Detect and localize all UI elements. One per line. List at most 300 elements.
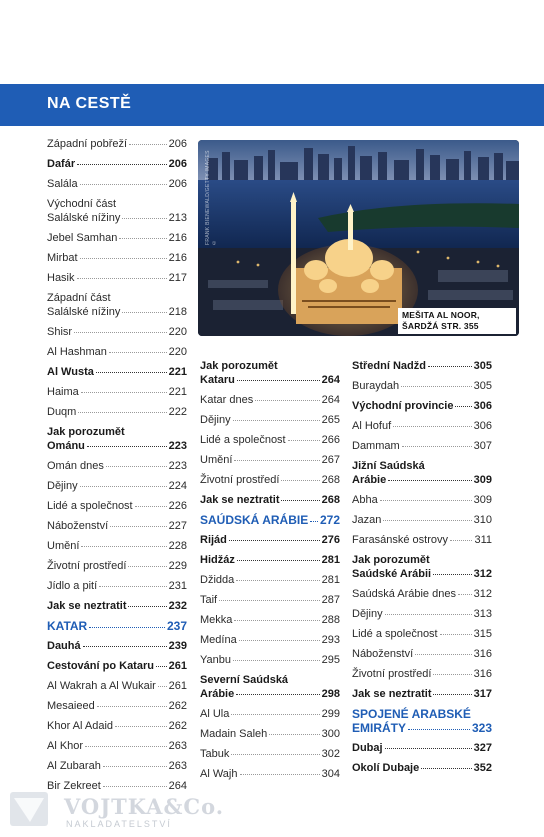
- toc-leader-dots: [80, 486, 167, 487]
- toc-entry-label: Východní část: [47, 198, 117, 210]
- toc-entry-label: Okolí Dubaje: [352, 762, 420, 774]
- toc-entry-label: Saúdské Arábii: [352, 568, 432, 580]
- toc-section-heading: [352, 707, 492, 735]
- toc-page-number: 264: [321, 374, 340, 386]
- toc-leader-dots: [233, 660, 320, 661]
- toc-leader-dots: [433, 674, 471, 675]
- toc-entry-row: [47, 305, 187, 319]
- toc-leader-dots: [128, 606, 166, 607]
- toc-leader-dots: [135, 506, 167, 507]
- toc-entry: [47, 345, 187, 359]
- toc-entry: [352, 667, 492, 681]
- toc-entry-label: Al Wusta: [47, 366, 94, 378]
- toc-entry-row: [47, 157, 187, 171]
- toc-page-number: 281: [321, 574, 340, 586]
- toc-entry: [352, 533, 492, 547]
- toc-page-number: 295: [321, 654, 340, 666]
- toc-column-2: [200, 359, 340, 787]
- toc-entry: [352, 607, 492, 621]
- toc-entry-label: Medína: [200, 634, 237, 646]
- toc-page-number: 206: [168, 178, 187, 190]
- toc-entry-row: [200, 593, 340, 607]
- toc-entry-row: [352, 567, 492, 581]
- toc-page-number: 206: [168, 138, 187, 150]
- publisher-watermark-name: VOJTKA&Co.: [64, 794, 225, 819]
- toc-leader-dots: [231, 754, 319, 755]
- toc-entry-row: [200, 413, 340, 427]
- toc-leader-dots: [229, 540, 320, 541]
- toc-entry-label: Al Wajh: [200, 768, 238, 780]
- toc-entry-label: SAÚDSKÁ ARÁBIE: [200, 513, 309, 527]
- toc-entry: [200, 767, 340, 781]
- toc-column-3: [352, 359, 492, 781]
- toc-leader-dots: [119, 238, 166, 239]
- toc-entry-row: [352, 587, 492, 601]
- toc-page-number: 276: [321, 534, 340, 546]
- toc-leader-dots: [234, 460, 319, 461]
- toc-entry-row: [47, 479, 187, 493]
- toc-entry: [200, 493, 340, 507]
- toc-page-number: 317: [473, 688, 492, 700]
- toc-entry-row: [47, 519, 187, 533]
- toc-entry-label: Náboženství: [47, 520, 109, 532]
- toc-entry-row: [47, 659, 187, 673]
- toc-entry: [47, 325, 187, 339]
- toc-entry-label: Dějiny: [47, 480, 78, 492]
- toc-page-number: 323: [471, 721, 492, 735]
- toc-entry-row: [352, 627, 492, 641]
- toc-entry-label: Farasánské ostrovy: [352, 534, 448, 546]
- toc-entry: [352, 687, 492, 701]
- toc-entry-label: Životní prostředí: [200, 474, 280, 486]
- toc-entry-label: Životní prostředí: [47, 560, 127, 572]
- toc-entry-row: [352, 359, 492, 373]
- toc-entry: [200, 413, 340, 427]
- toc-entry-label: Náboženství: [352, 648, 414, 660]
- toc-entry-label: Západní část: [47, 292, 111, 304]
- toc-page-number: 223: [168, 460, 187, 472]
- toc-entry: [200, 473, 340, 487]
- toc-page-number: 263: [168, 760, 187, 772]
- toc-entry: [200, 673, 340, 701]
- toc-entry-label: Jižní Saúdská: [352, 460, 425, 472]
- toc-entry: [352, 741, 492, 755]
- toc-page-number: 229: [168, 560, 187, 572]
- toc-entry-row: [352, 493, 492, 507]
- toc-page-number: 264: [321, 394, 340, 406]
- toc-entry-label: Al Khor: [47, 740, 84, 752]
- toc-page-number: 267: [321, 454, 340, 466]
- toc-entry: [200, 359, 340, 387]
- toc-entry-label: Mesaieed: [47, 700, 95, 712]
- toc-entry-label: Haima: [47, 386, 79, 398]
- toc-page-number: 302: [321, 748, 340, 760]
- toc-page-number: 312: [473, 568, 492, 580]
- toc-entry-row: [352, 687, 492, 701]
- toc-entry: [47, 499, 187, 513]
- toc-entry: [47, 291, 187, 319]
- toc-entry-label: Al Hofuf: [352, 420, 392, 432]
- toc-entry-row: [200, 533, 340, 547]
- toc-page-number: 304: [321, 768, 340, 780]
- toc-entry-label: Arábie: [352, 474, 387, 486]
- toc-entry: [47, 405, 187, 419]
- toc-entry: [47, 197, 187, 225]
- toc-leader-dots: [81, 392, 167, 393]
- toc-entry-label: Lidé a společnost: [47, 500, 133, 512]
- toc-leader-dots: [156, 666, 167, 667]
- toc-entry-row: [352, 667, 492, 681]
- toc-entry: [47, 739, 187, 753]
- toc-leader-dots: [219, 600, 320, 601]
- toc-entry-label: KATAR: [47, 619, 88, 633]
- toc-entry-label: Katar dnes: [200, 394, 254, 406]
- toc-leader-dots: [103, 786, 167, 787]
- toc-entry: [47, 137, 187, 151]
- toc-entry: [47, 559, 187, 573]
- toc-entry-label: Shisr: [47, 326, 73, 338]
- toc-leader-dots: [97, 706, 167, 707]
- toc-entry-label: Mekka: [200, 614, 233, 626]
- toc-page-number: 231: [168, 580, 187, 592]
- toc-entry: [47, 599, 187, 613]
- toc-entry-label: Al Wakrah a Al Wukair: [47, 680, 156, 692]
- toc-entry-row: [47, 699, 187, 713]
- toc-page-number: 309: [473, 474, 492, 486]
- toc-page-number: 306: [473, 400, 492, 412]
- toc-entry: [47, 177, 187, 191]
- toc-page-number: 305: [473, 360, 492, 372]
- toc-entry: [47, 659, 187, 673]
- toc-leader-dots: [87, 446, 167, 447]
- toc-page-number: 264: [168, 780, 187, 792]
- toc-entry-label: Al Ula: [200, 708, 230, 720]
- toc-page-number: 232: [168, 600, 187, 612]
- toc-entry-label: Jak porozumět: [47, 426, 125, 438]
- toc-entry: [200, 727, 340, 741]
- toc-entry-row: [47, 559, 187, 573]
- toc-leader-dots: [281, 480, 319, 481]
- toc-entry: [200, 453, 340, 467]
- toc-leader-dots: [433, 694, 471, 695]
- toc-entry-row: [47, 619, 187, 633]
- toc-leader-dots: [80, 258, 167, 259]
- toc-entry: [47, 479, 187, 493]
- toc-entry: [47, 231, 187, 245]
- toc-page-number: 352: [473, 762, 492, 774]
- toc-entry-row: [352, 761, 492, 775]
- toc-leader-dots: [128, 566, 166, 567]
- toc-page-number: 220: [168, 326, 187, 338]
- toc-entry: [352, 627, 492, 641]
- toc-entry-label: Lidé a společnost: [200, 434, 286, 446]
- toc-entry-label: SPOJENÉ ARABSKÉ: [352, 707, 471, 721]
- toc-entry-row: [200, 493, 340, 507]
- toc-entry-row: [47, 137, 187, 151]
- toc-entry-label: Východní provincie: [352, 400, 454, 412]
- toc-entry-label: Džidda: [200, 574, 235, 586]
- toc-entry-label: Madain Saleh: [200, 728, 268, 740]
- toc-leader-dots: [81, 546, 166, 547]
- photo-credit: FRANK BIENEWALD/GETTY IMAGES ©: [205, 150, 217, 245]
- toc-page-number: 281: [321, 554, 340, 566]
- toc-entry-row: [200, 573, 340, 587]
- toc-entry-label: Jak se neztratit: [200, 494, 280, 506]
- toc-entry-row: [200, 687, 340, 701]
- toc-leader-dots: [237, 560, 320, 561]
- toc-entry: [352, 553, 492, 581]
- toc-entry-label: Arábie: [200, 688, 235, 700]
- toc-entry-label: Západní pobřeží: [47, 138, 128, 150]
- toc-entry-label: Cestování po Kataru: [47, 660, 154, 672]
- toc-entry-label: Salálské nížiny: [47, 212, 121, 224]
- toc-page-number: 313: [473, 608, 492, 620]
- toc-entry-row: [47, 679, 187, 693]
- toc-entry: [47, 679, 187, 693]
- toc-page-number: 223: [168, 440, 187, 452]
- toc-leader-dots: [80, 184, 167, 185]
- toc-leader-dots: [89, 627, 165, 628]
- toc-page-number: 300: [321, 728, 340, 740]
- toc-entry: [352, 399, 492, 413]
- toc-entry-row: [200, 767, 340, 781]
- toc-page-number: 222: [168, 406, 187, 418]
- toc-entry: [47, 759, 187, 773]
- toc-entry: [352, 647, 492, 661]
- toc-entry-label: Dějiny: [200, 414, 231, 426]
- toc-entry: [200, 633, 340, 647]
- toc-entry: [47, 459, 187, 473]
- toc-entry-label: Al Hashman: [47, 346, 107, 358]
- toc-page-number: 216: [168, 252, 187, 264]
- toc-leader-dots: [310, 521, 318, 522]
- toc-page-number: 261: [168, 680, 187, 692]
- toc-entry-row: [47, 639, 187, 653]
- toc-page-number: 315: [473, 628, 492, 640]
- toc-entry: [47, 425, 187, 453]
- photo-caption: MEŠITA AL NOOR, ŠARDŽÁ STR. 355: [398, 308, 516, 334]
- toc-leader-dots: [110, 526, 166, 527]
- toc-entry: [352, 761, 492, 775]
- toc-entry-label: Jak se neztratit: [47, 600, 127, 612]
- section-header-band: [0, 84, 544, 126]
- toc-leader-dots: [393, 426, 472, 427]
- toc-entry-label: Jebel Samhan: [47, 232, 118, 244]
- toc-entry-row: [47, 211, 187, 225]
- toc-page-number: 263: [168, 740, 187, 752]
- toc-page-number: 268: [321, 494, 340, 506]
- toc-leader-dots: [237, 380, 320, 381]
- toc-page-number: 299: [321, 708, 340, 720]
- toc-leader-dots: [74, 332, 167, 333]
- toc-entry-row: [200, 653, 340, 667]
- toc-entry-row: [352, 473, 492, 487]
- toc-entry: [352, 359, 492, 373]
- toc-entry-label: Abha: [352, 494, 378, 506]
- toc-leader-dots: [106, 466, 167, 467]
- toc-leader-dots: [96, 372, 167, 373]
- toc-entry-row: [47, 759, 187, 773]
- toc-entry-label: Salálské nížiny: [47, 306, 121, 318]
- toc-page-number: 272: [319, 513, 340, 527]
- toc-entry-row: [352, 647, 492, 661]
- toc-entry-row: [200, 513, 340, 527]
- toc-leader-dots: [109, 352, 167, 353]
- toc-entry-label: Kataru: [200, 374, 235, 386]
- toc-leader-dots: [158, 686, 167, 687]
- toc-page-number: 305: [473, 380, 492, 392]
- toc-entry: [352, 439, 492, 453]
- toc-leader-dots: [421, 768, 471, 769]
- toc-leader-dots: [103, 766, 167, 767]
- toc-entry-row: [200, 373, 340, 387]
- toc-leader-dots: [455, 406, 471, 407]
- toc-page-number: 293: [321, 634, 340, 646]
- toc-entry-label: Al Zubarah: [47, 760, 101, 772]
- toc-entry-label: Jak se neztratit: [352, 688, 432, 700]
- toc-leader-dots: [236, 580, 319, 581]
- toc-entry-row: [47, 719, 187, 733]
- toc-entry-label: EMIRÁTY: [352, 721, 406, 735]
- toc-entry-label: Dějiny: [352, 608, 383, 620]
- toc-entry-label: Jídlo a pití: [47, 580, 98, 592]
- toc-entry-row: [200, 747, 340, 761]
- toc-entry-label: Omán dnes: [47, 460, 104, 472]
- toc-page-number: 262: [168, 700, 187, 712]
- toc-entry: [47, 271, 187, 285]
- toc-entry-row: [200, 553, 340, 567]
- toc-leader-dots: [77, 164, 167, 165]
- toc-page-number: 310: [473, 514, 492, 526]
- toc-entry-label: Duqm: [47, 406, 77, 418]
- toc-page-number: 220: [168, 346, 187, 358]
- toc-page-number: 265: [321, 414, 340, 426]
- toc-entry-label: Khor Al Adaid: [47, 720, 114, 732]
- toc-leader-dots: [269, 734, 319, 735]
- toc-entry-row: [200, 453, 340, 467]
- toc-leader-dots: [401, 386, 472, 387]
- toc-page-number: 213: [168, 212, 187, 224]
- toc-leader-dots: [281, 500, 319, 501]
- toc-entry: [47, 699, 187, 713]
- toc-entry: [352, 379, 492, 393]
- toc-leader-dots: [408, 729, 470, 730]
- toc-page-number: 216: [168, 232, 187, 244]
- toc-leader-dots: [122, 218, 166, 219]
- toc-page-number: 309: [473, 494, 492, 506]
- toc-entry: [47, 365, 187, 379]
- toc-entry-label: Yanbu: [200, 654, 231, 666]
- toc-entry-label: Dauhá: [47, 640, 81, 652]
- toc-entry: [47, 579, 187, 593]
- toc-leader-dots: [288, 440, 320, 441]
- toc-entry-label: Taif: [200, 594, 218, 606]
- toc-entry: [200, 747, 340, 761]
- mosque-photo: [198, 140, 519, 336]
- toc-entry-row: [352, 419, 492, 433]
- toc-page-number: 217: [168, 272, 187, 284]
- toc-leader-dots: [236, 694, 319, 695]
- toc-page-number: 298: [321, 688, 340, 700]
- toc-entry: [352, 419, 492, 433]
- toc-entry-row: [47, 345, 187, 359]
- toc-leader-dots: [122, 312, 166, 313]
- toc-entry-label: Bir Zekreet: [47, 780, 101, 792]
- toc-entry-label: Dafár: [47, 158, 76, 170]
- toc-leader-dots: [388, 480, 471, 481]
- toc-entry-label: Hasik: [47, 272, 75, 284]
- toc-leader-dots: [385, 748, 472, 749]
- toc-entry-label: Dammam: [352, 440, 400, 452]
- toc-leader-dots: [78, 412, 166, 413]
- toc-entry-row: [352, 533, 492, 547]
- toc-page-number: 218: [168, 306, 187, 318]
- toc-entry-row: [47, 231, 187, 245]
- toc-entry-label: Mirbat: [47, 252, 78, 264]
- toc-leader-dots: [450, 540, 472, 541]
- toc-entry-row: [47, 177, 187, 191]
- toc-page-number: 306: [473, 420, 492, 432]
- toc-page-number: 237: [166, 619, 187, 633]
- toc-entry-row: [200, 727, 340, 741]
- toc-entry: [47, 385, 187, 399]
- toc-entry-row: [200, 433, 340, 447]
- toc-page-number: 261: [168, 660, 187, 672]
- toc-leader-dots: [239, 640, 320, 641]
- toc-page-number: 311: [474, 534, 492, 546]
- toc-leader-dots: [99, 586, 167, 587]
- toc-entry-label: Jazan: [352, 514, 382, 526]
- toc-entry: [352, 459, 492, 487]
- toc-page-number: 312: [473, 588, 492, 600]
- toc-entry: [200, 393, 340, 407]
- toc-entry: [47, 539, 187, 553]
- toc-entry-row: [47, 739, 187, 753]
- toc-entry-label: Střední Nadžd: [352, 360, 426, 372]
- toc-entry-label: Životní prostředí: [352, 668, 432, 680]
- toc-entry-row: [352, 513, 492, 527]
- toc-leader-dots: [380, 500, 472, 501]
- toc-entry: [47, 639, 187, 653]
- toc-entry-label: Severní Saúdská: [200, 674, 289, 686]
- toc-entry-row: [47, 251, 187, 265]
- toc-entry-label: Umění: [200, 454, 233, 466]
- toc-page-number: 221: [168, 366, 187, 378]
- toc-entry: [200, 553, 340, 567]
- toc-entry: [200, 613, 340, 627]
- toc-entry-row: [200, 707, 340, 721]
- toc-entry: [200, 533, 340, 547]
- toc-leader-dots: [240, 774, 320, 775]
- toc-leader-dots: [231, 714, 319, 715]
- toc-page-number: 226: [168, 500, 187, 512]
- toc-entry: [352, 493, 492, 507]
- toc-page-number: 262: [168, 720, 187, 732]
- toc-entry-label: Rijád: [200, 534, 227, 546]
- toc-entry-row: [352, 439, 492, 453]
- toc-leader-dots: [85, 746, 167, 747]
- toc-entry-label: Hidžáz: [200, 554, 235, 566]
- toc-entry-row: [352, 607, 492, 621]
- toc-entry-label: Jak porozumět: [200, 360, 278, 372]
- toc-page-number: 227: [168, 520, 187, 532]
- toc-entry-row: [47, 579, 187, 593]
- toc-page-number: 268: [321, 474, 340, 486]
- toc-entry-row: [47, 325, 187, 339]
- toc-entry-row: [352, 379, 492, 393]
- toc-page-number: 287: [321, 594, 340, 606]
- toc-entry-label: Buraydah: [352, 380, 400, 392]
